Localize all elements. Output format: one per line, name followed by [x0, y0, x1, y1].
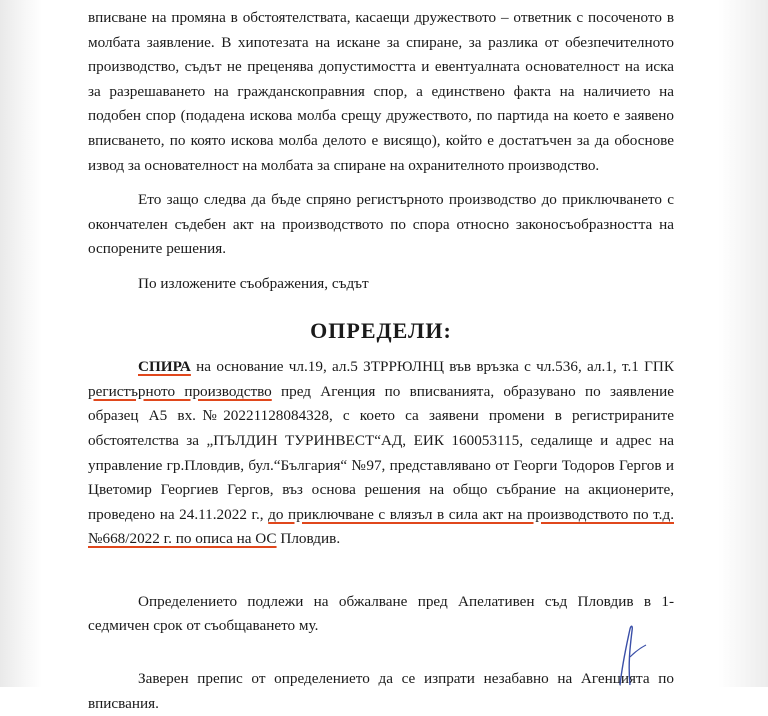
ruling-text-part-1: на основание чл.19, ал.5 ЗТРРЮЛНЦ във връзка с чл.536, ал.1, т.1 ГПК — [190, 358, 674, 376]
ruling-heading: ОПРЕДЕЛИ: — [310, 317, 452, 343]
ruling-underlined-until: до приключване с влязъл в сила акт на производството по т.д.№668/2022 г. по описа на ОС — [88, 505, 674, 548]
document-page — [88, 6, 674, 716]
page-shadow-left — [0, 0, 42, 687]
ruling-text-part-3: Пловдив. — [276, 530, 341, 548]
paragraph-copy: Заверен препис от определението да се изпрати незабавно на Агенцията по вписвания. — [88, 670, 674, 712]
handwritten-signature — [600, 617, 660, 687]
ruling-underlined-proceeding: регистърното производство — [88, 382, 272, 400]
page-shadow-right — [718, 0, 768, 687]
paragraph-conclusion: Ето защо следва да бъде спряно регистърното производство до приключването с окончателен съдебен акт на производството по спора относно законосъобразността на оспорените решения. — [88, 191, 674, 258]
ruling-bold-word: СПИРА — [138, 358, 191, 376]
paragraph-appeal: Определението подлежи на обжалване пред Апелативен съд Пловдив в 1-седмичен срок от съобщаването му. — [88, 592, 674, 635]
paragraph-reasoning: вписване на промяна в обстоятелствата, касаещи дружеството – ответник с посоченото в молбата заявление. В хипотезата на искане за спиране, за разлика от обезпечителното производство, съдът не преценява допустимостта и евентуалната основателност на иска за разрешаването на гражданскоправния спор, а единствено факта на наличието на подобен спор (подадена искова молба срещу дружеството, по партида на което е заявено вписването, по която искова молба делото е висящо), който е достатъчен за да обоснове извод за основателност на молбата за спиране на охранителното производство. — [88, 9, 674, 174]
ruling-text-part-2: пред Агенция по вписванията, образувано по заявление образец А5 вх.№20221128084328, с което са заявени промени в регистрираните обстоятелства за „ПЪЛДИН ТУРИНВЕСТ“АД, ЕИК 160053115, седалище и адрес на управление гр.Пловдив, бул.“България“ №97, представлявано от Георги Тодоров Гергов и Цветомир Георгиев Гергов, въз основа решения на общо събрание на акционерите, проведено на 24.11.2022 г., — [88, 382, 674, 523]
paragraph-ruling — [88, 355, 674, 552]
paragraph-court-intro: По изложените съображения, съдът — [138, 274, 369, 292]
